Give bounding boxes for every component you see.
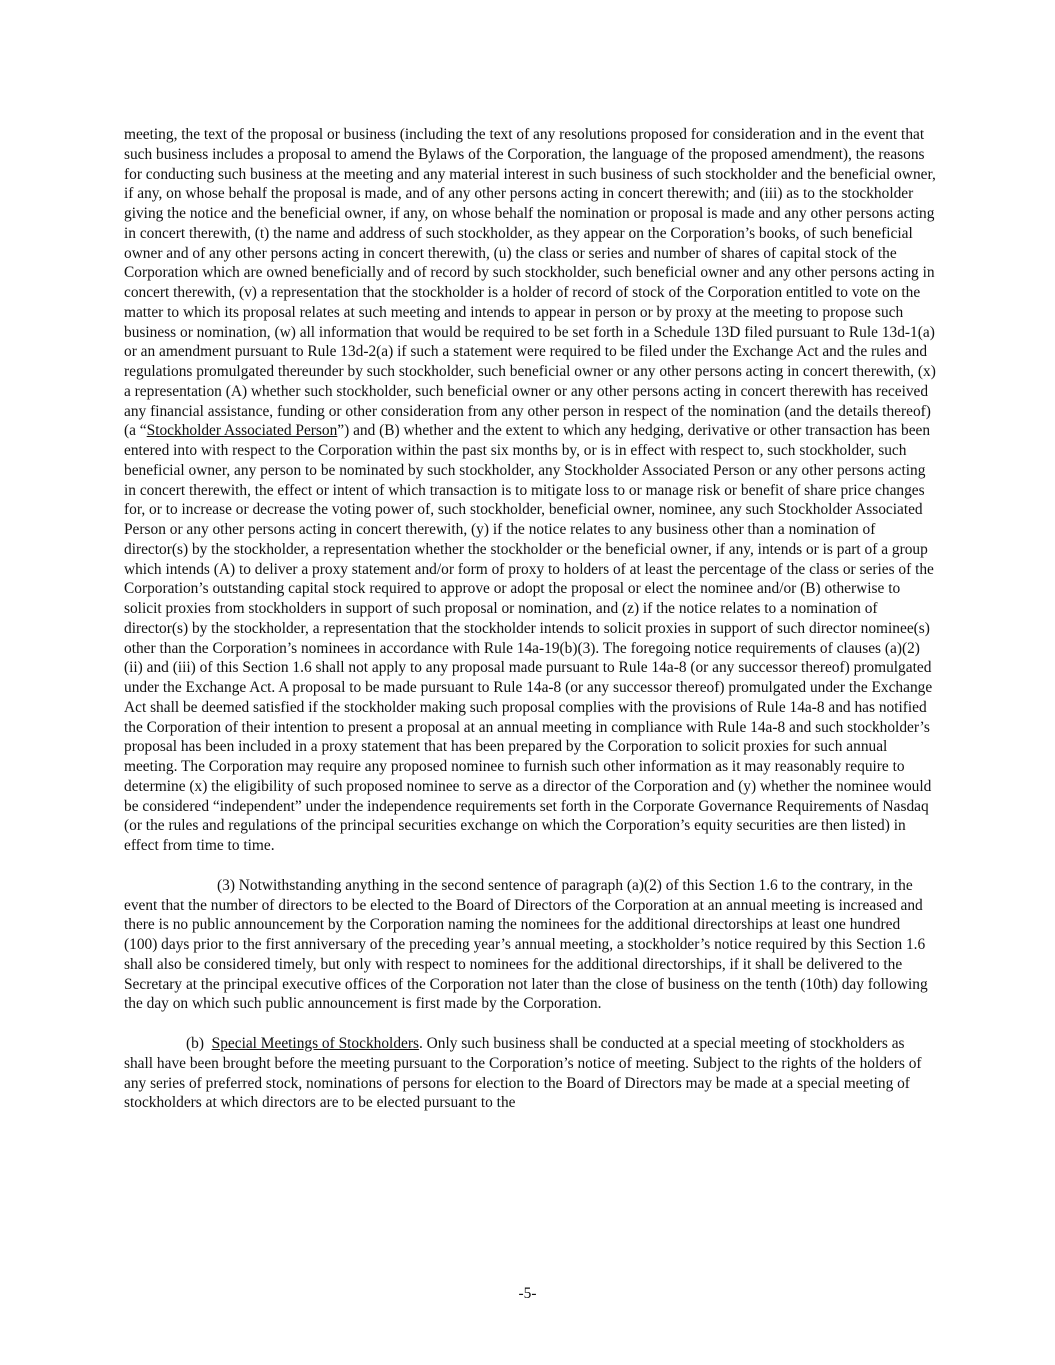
defined-term-stockholder-associated-person: Stockholder Associated Person [146,422,338,440]
paragraph-continued-notice-requirements [124,125,936,856]
paragraph-text: ”) and (B) whether and the extent to which any hedging, derivative or other transaction has been entered into with respect to the Corporation within the past six months by, or is in effect with respect to, such stockholder, such beneficial owner, any person to be nominated by such stockholder, any Stockholder Associated Person or any other persons acting in concert therewith, the effect or intent of which transaction is to mitigate loss to or manage risk or benefit of share price changes for, or to increase or decrease the voting power of, such stockholder, beneficial owner, nominee, any such Stockholder Associated Person or any other persons acting in concert therewith, (y) if the notice relates to any business other than a nomination of director(s) by the stockholder, a representation whether the stockholder or the beneficial owner, if any, intends or is part of a group which intends (A) to deliver a proxy statement and/or form of proxy to holders of at least the percentage of the class or series of the Corporation’s outstanding capital stock required to approve or adopt the proposal or elect the nominee and/or (B) otherwise to solicit proxies from stockholders in support of such proposal or nomination, and (z) if the notice relates to a nomination of director(s) by the stockholder, a representation that the stockholder intends to solicit proxies in support of such director nominee(s) other than the Corporation’s nominees in accordance with Rule 14a-19(b)(3). The foregoing notice requirements of clauses (a)(2)(ii) and (iii) of this Section 1.6 shall not apply to any proposal made pursuant to Rule 14a-8 (or any successor thereof) promulgated under the Exchange Act. A proposal to be made pursuant to Rule 14a-8 (or any successor thereof) promulgated under the Exchange Act shall be deemed satisfied if the stockholder making such proposal complies with the provisions of Rule 14a-8 and has notified the Corporation of their intention to present a proposal at an annual meeting in compliance with Rule 14a-8 and such stockholder’s proposal has been included in a proxy statement that has been prepared by the Corporation to solicit proxies for such annual meeting. The Corporation may require any proposed nominee to furnish such other information as it may reasonably require to determine (x) the eligibility of such proposed nominee to serve as a director of the Corporation and (y) whether the nominee would be considered “independent” under the independence requirements set forth in the Corporate Governance Requirements of Nasdaq (or the rules and regulations of the principal securities exchange on which the Corporation’s equity securities are then listed) in effect from time to time. [124,422,934,854]
paragraph-text: . Only such business shall be conducted at a special meeting of stockholders as shall have been brought before the meeting pursuant to the Corporation’s notice of meeting. Subject to the rights of the holders of any series of preferred stock, nominations of persons for election to the Board of Directors may be made at a special meeting of stockholders at which directors are to be elected pursuant to the [124,1035,922,1112]
section-heading-special-meetings: Special Meetings of Stockholders [211,1035,419,1052]
document-page [124,125,934,1113]
page-number: -5- [518,1285,537,1302]
paragraph-section-b [124,1034,934,1113]
clause-label: (b) [186,1035,204,1052]
paragraph-clause-3: (3) Notwithstanding anything in the second sentence of paragraph (a)(2) of this Section 1.6 to the contrary, in the event that the number of directors to be elected to the Board of Directors of the Corporation at an annual meeting is increased and there is no public announcement by the Corporation naming the nominees for the additional directorships at least one hundred (100) days prior to the first anniversary of the preceding year’s annual meeting, a stockholder’s notice required by this Section 1.6 shall also be considered timely, but only with respect to nominees for the additional directorships, if it shall be delivered to the Secretary at the principal executive offices of the Corporation not later than the close of business on the tenth (10th) day following the day on which such public announcement is first made by the Corporation. [124,876,928,1013]
paragraph-text: meeting, the text of the proposal or business (including the text of any resolutions proposed for consideration and in the event that such business includes a proposal to amend the Bylaws of the Corporation, the language of the proposed amendment), the reasons for conducting such business at the meeting and any material interest in such business of such stockholder and the beneficial owner, if any, on whose behalf the proposal is made, and of any other persons acting in concert therewith; and (iii) as to the stockholder giving the notice and the beneficial owner, if any, on whose behalf the nomination or proposal is made and any other persons acting in concert therewith, (t) the name and address of such stockholder, as they appear on the Corporation’s books, of such beneficial owner and of any other persons acting in concert therewith, (u) the class or series and number of shares of capital stock of the Corporation which are owned beneficially and of record by such stockholder, such beneficial owner and any other persons acting in concert therewith, (v) a representation that the stockholder is a holder of record of stock of the Corporation entitled to vote on the matter to which its proposal relates at such meeting and intends to appear in person or by proxy at the meeting to propose such business or nomination, (w) all information that would be required to be set forth in a Schedule 13D filed pursuant to Rule 13d-1(a) or an amendment pursuant to Rule 13d-2(a) if such a statement were required to be filed under the Exchange Act and the rules and regulations promulgated thereunder by such stockholder, such beneficial owner or any other persons acting in concert therewith, (x) a representation (A) whether such stockholder, such beneficial owner or any other persons acting in concert therewith has received any financial assistance, funding or other consideration from any other person in respect of the nomination (and the details thereof) (a “ [124,126,936,440]
